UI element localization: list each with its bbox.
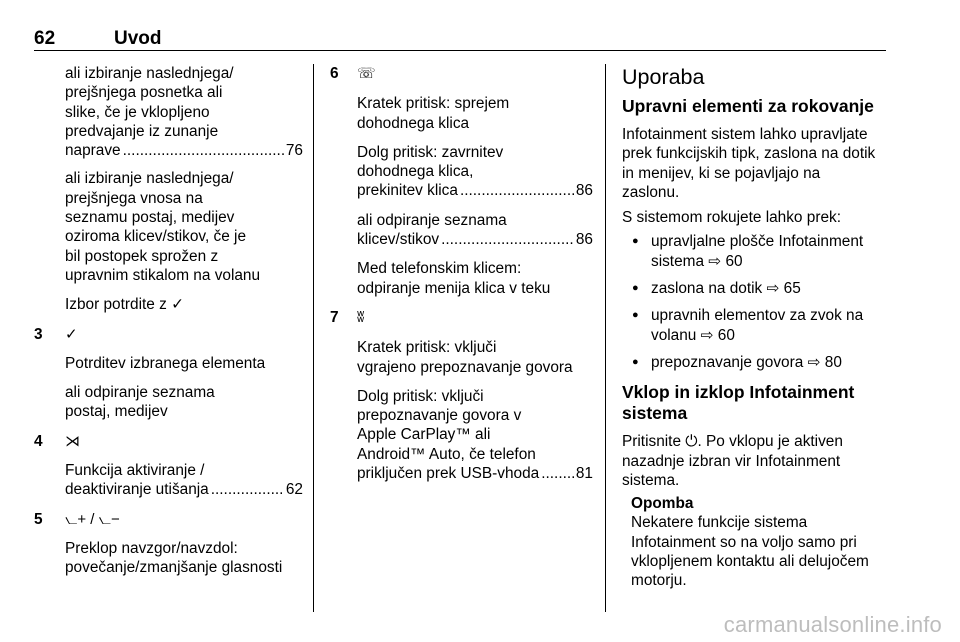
phone-icon: ☏ [357,65,376,82]
item-7-long-press: Dolg pritisk: vključi prepoznavanje govora v Apple CarPlay™ ali Android™ Auto, če telefon [357,387,536,463]
page-number: 62 [34,28,56,49]
item-3-alt: ali odpiranje seznama postaj, medijev [65,384,215,421]
toc-ref-external-devices[interactable]: naprave ..... 76 [65,141,303,160]
note-text: Nekatere funkcije sistema Infotainment so na voljo samo pri vklopljenem kontaktu ali delujočem motorju. [631,514,869,590]
checkmark-icon: ✓ [65,325,78,343]
mute-icon: ⋊ [65,432,80,450]
column-divider-2 [605,64,606,612]
subsection-controls: Upravni elementi za rokovanje [622,96,874,116]
note-box [631,494,892,590]
list-item[interactable]: ● zaslona na dotik ⇨ 65 [622,279,892,298]
item-number: 5 [34,510,43,528]
toc-ref-call-list[interactable]: klicev/stikov ..... 86 [357,230,593,249]
volume-up-down-icon: ⦦+ / ⦦− [65,510,120,528]
item-5 [34,510,303,529]
toc-ref-mute[interactable]: deaktiviranje utišanja ..... 62 [65,480,303,499]
list-item[interactable]: ● prepoznavanje govora ⇨ 80 [622,353,892,372]
paragraph-next-track: ali izbiranje naslednjega/ prejšnjega posnetka ali slike, če je vklopljeno predvajanje iz zunanje [65,65,234,140]
item-6 [330,64,593,83]
paragraph-next-entry: ali izbiranje naslednjega/ prejšnjega vnosa na seznamu postaj, medijev oziroma klicev/stikov, če je bil postopek sprožen z upravnim stikalom na volanu [65,170,261,284]
item-7 [330,308,593,327]
controls-list [622,232,892,372]
item-5-description: Preklop navzgor/navzdol: povečanje/zmanjšanje glasnosti [65,539,283,577]
paragraph-controls: Infotainment sistem lahko upravljate prek funkcijskih tipk, zaslona na dotik in menijev, ki se pojavljajo na zaslonu. [622,126,876,201]
item-4-description: Funkcija aktiviranje / [65,462,205,480]
list-item[interactable]: ● upravljalne plošče Infotainment sistema ⇨ 60 [622,232,892,271]
column-3 [622,64,892,591]
item-number: 4 [34,432,43,450]
item-6-short-press: Kratek pritisk: sprejem dohodnega klica [357,95,510,132]
toc-ref-end-call[interactable]: prekinitev klica ..... 86 [357,181,593,200]
paragraph-confirm: Izbor potrdite z ✓ [65,296,184,314]
item-number: 7 [330,308,339,326]
column-1 [34,64,303,578]
voice-recognition-icon: ʬ [357,308,365,326]
column-divider-1 [313,64,314,612]
paragraph-operate-via: S sistemom rokujete lahko prek: [622,209,841,227]
subsection-power: Vklop in izklop Infotainment sistema [622,382,855,424]
item-7-short-press: Kratek pritisk: vključi vgrajeno prepoznavanje govora [357,339,573,376]
header-title: Uvod [114,28,162,49]
column-2 [330,64,593,483]
watermark: carmanualsonline.info [723,612,942,637]
item-6-long-press: Dolg pritisk: zavrnitev dohodnega klica, [357,143,504,181]
item-4 [34,432,303,451]
paragraph-power: Pritisnite ⏻. Po vklopu je aktiven nazadnje izbran vir Infotainment sistema. [622,433,843,489]
toc-ref-usb[interactable]: priključen prek USB-vhoda ..... 81 [357,464,593,483]
item-3 [34,325,303,344]
item-number: 3 [34,325,43,343]
item-3-description: Potrditev izbranega elementa [65,354,266,372]
page-header [34,26,886,51]
list-item[interactable]: ● upravnih elementov za zvok na volanu ⇨ 60 [622,306,892,345]
section-title: Uporaba [622,65,705,89]
item-number: 6 [330,65,339,82]
item-6-open-list: ali odpiranje seznama [357,211,507,229]
item-6-during-call: Med telefonskim klicem: odpiranje menija klica v teku [357,260,551,297]
note-title: Opomba [631,495,694,513]
